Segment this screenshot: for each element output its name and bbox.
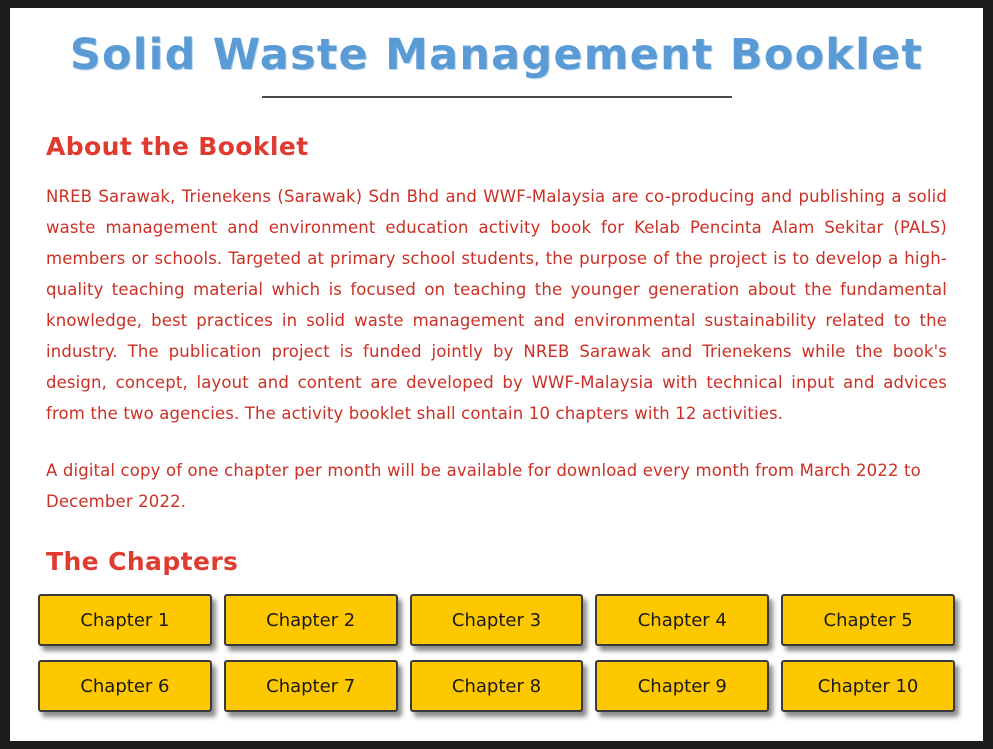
chapter-button-3[interactable]	[410, 594, 584, 646]
chapter-button-5[interactable]	[781, 594, 955, 646]
chapter-button-label: Chapter 4	[637, 609, 727, 631]
chapter-button-6[interactable]	[38, 660, 212, 712]
chapter-button-label: Chapter 9	[637, 675, 727, 697]
title-divider	[262, 96, 732, 98]
chapter-button-4[interactable]	[595, 594, 769, 646]
about-paragraph-2: A digital copy of one chapter per month will be available for download every month from March 2022 to December 2022.	[46, 461, 921, 511]
document-page	[10, 8, 983, 741]
chapter-button-label: Chapter 6	[80, 675, 170, 697]
chapter-button-2[interactable]	[224, 594, 398, 646]
about-paragraph-1: NREB Sarawak, Trienekens (Sarawak) Sdn Bhd and WWF-Malaysia are co-producing and publishing a solid waste management and environment education activity book for Kelab Pencinta Alam Sekitar (PALS) members or schools. Targeted at primary school students, the purpose of the project is to develop a high-quality teaching material which is focused on teaching the younger generation about the fundamental knowledge, best practices in solid waste management and environmental sustainability related to the industry. The publication project is funded jointly by NREB Sarawak and Trienekens while the book's design, concept, layout and content are developed by WWF-Malaysia with technical input and advices from the two agencies. The activity booklet shall contain 10 chapters with 12 activities.	[46, 187, 947, 423]
chapter-button-label: Chapter 10	[817, 675, 919, 697]
chapter-button-label: Chapter 3	[451, 609, 542, 631]
chapter-button-1[interactable]	[38, 594, 212, 646]
about-heading: About the Booklet	[46, 132, 309, 161]
chapter-button-label: Chapter 2	[266, 609, 356, 631]
chapter-button-label: Chapter 7	[266, 675, 356, 697]
chapter-button-7[interactable]	[224, 660, 398, 712]
chapters-heading: The Chapters	[46, 547, 239, 576]
chapter-button-label: Chapter 8	[451, 675, 542, 697]
page-title: Solid Waste Management Booklet	[69, 30, 924, 80]
chapter-button-9[interactable]	[595, 660, 769, 712]
chapter-button-label: Chapter 5	[823, 609, 913, 631]
chapter-button-label: Chapter 1	[80, 609, 170, 631]
chapter-button-grid	[38, 594, 955, 712]
chapter-button-8[interactable]	[410, 660, 584, 712]
chapter-button-10[interactable]	[781, 660, 955, 712]
